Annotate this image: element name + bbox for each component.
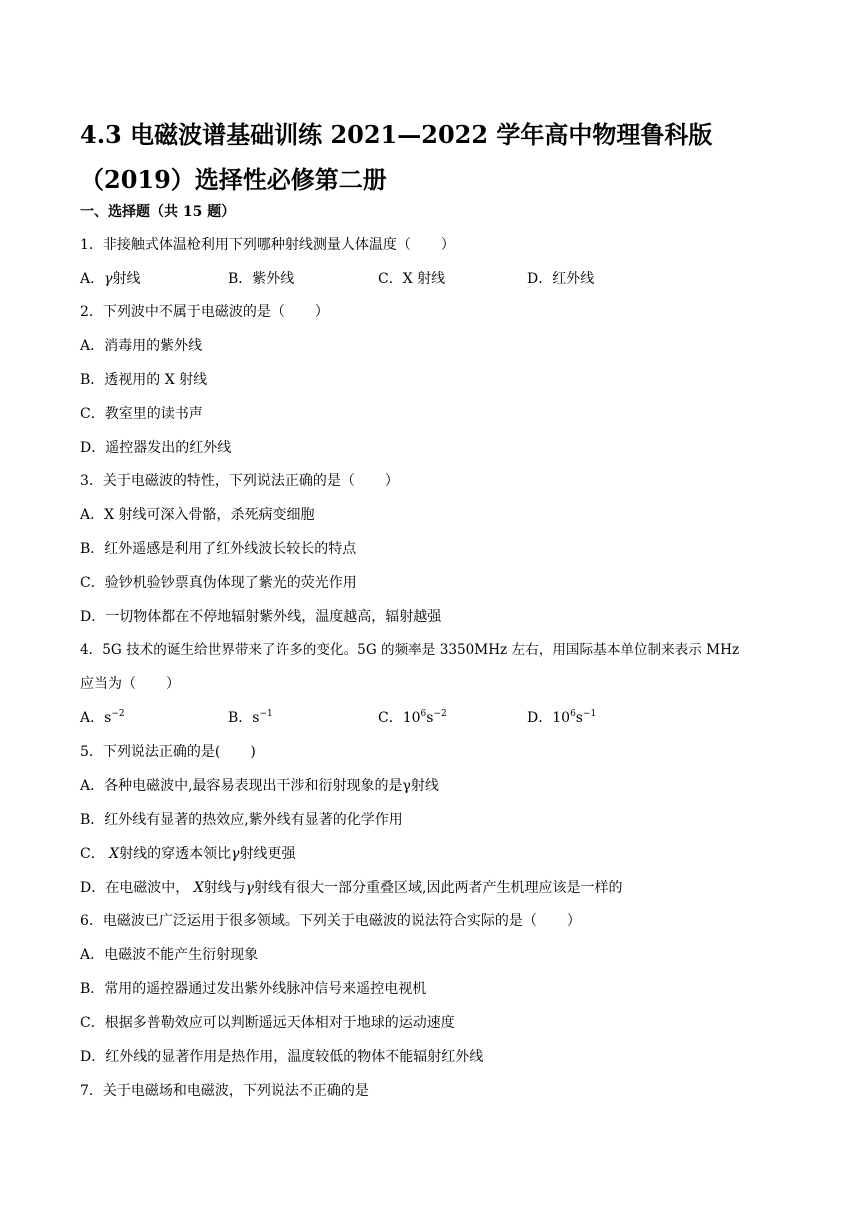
question-7-stem: 7．关于电磁场和电磁波，下列说法不正确的是 <box>80 1083 369 1099</box>
question-4-option-b: B．$s^{-1}$ <box>228 709 273 726</box>
document-title: 4.3 电磁波谱基础训练 2021—2022 学年高中物理鲁科版（2019）选择性必修第二册 <box>80 120 713 194</box>
question-2-option-a: A．消毒用的紫外线 <box>80 338 203 354</box>
section-heading: 一、选择题（共 15 题） <box>80 204 236 220</box>
question-2-stem: 2．下列波中不属于电磁波的是（ ） <box>80 304 329 320</box>
question-3-option-b: B．红外遥感是利用了红外线波长较长的特点 <box>80 541 357 557</box>
question-1-option-d: D．红外线 <box>527 271 595 287</box>
question-4-stem-line-1: 4．5G 技术的诞生给世界带来了许多的变化。5G 的频率是 3350MHz 左右，用国际基本单位制来表示 MHz <box>80 642 740 658</box>
question-6-stem: 6．电磁波已广泛运用于很多领域。下列关于电磁波的说法符合实际的是（ ） <box>80 913 581 929</box>
question-6-option-b: B．常用的遥控器通过发出紫外线脉冲信号来遥控电视机 <box>80 981 427 997</box>
question-6-option-d: D．红外线的显著作用是热作用，温度较低的物体不能辐射红外线 <box>80 1049 484 1065</box>
question-6-option-a: A．电磁波不能产生衍射现象 <box>80 947 259 963</box>
question-5-stem: 5．下列说法正确的是( ) <box>80 744 256 760</box>
question-4-option-c: C．$10^6s^{-2}$ <box>378 709 447 726</box>
question-1-option-c: C．X 射线 <box>378 271 446 287</box>
question-2-option-c: C．教室里的读书声 <box>80 406 203 422</box>
question-5-option-b: B．红外线有显著的热效应,紫外线有显著的化学作用 <box>80 812 403 828</box>
question-4-option-d: D．$10^6s^{-1}$ <box>527 709 597 726</box>
question-6-option-c: C．根据多普勒效应可以判断遥远天体相对于地球的运动速度 <box>80 1015 455 1031</box>
question-1-option-a: A．γ射线 <box>80 271 141 287</box>
question-3-option-d: D．一切物体都在不停地辐射紫外线，温度越高，辐射越强 <box>80 609 442 625</box>
question-2-option-b: B．透视用的 X 射线 <box>80 372 208 388</box>
question-5-option-c: C． X射线的穿透本领比γ射线更强 <box>80 846 296 862</box>
question-5-option-d: D．在电磁波中， X射线与γ射线有很大一部分重叠区域,因此两者产生机理应该是一样的 <box>80 880 623 896</box>
question-4-stem-line-2: 应当为（ ） <box>80 676 180 692</box>
question-1-stem: 1．非接触式体温枪利用下列哪种射线测量人体温度（ ） <box>80 237 455 253</box>
question-4-option-a: A．$s^{-2}$ <box>80 709 125 726</box>
question-2-option-d: D．遥控器发出的红外线 <box>80 440 232 456</box>
question-5-option-a: A．各种电磁波中,最容易表现出干涉和衍射现象的是γ射线 <box>80 778 439 794</box>
question-3-stem: 3．关于电磁波的特性，下列说法正确的是（ ） <box>80 473 399 489</box>
question-1-option-b: B．紫外线 <box>228 271 295 287</box>
question-3-option-a: A．X 射线可深入骨骼，杀死病变细胞 <box>80 507 315 523</box>
question-3-option-c: C．验钞机验钞票真伪体现了紫光的荧光作用 <box>80 575 357 591</box>
